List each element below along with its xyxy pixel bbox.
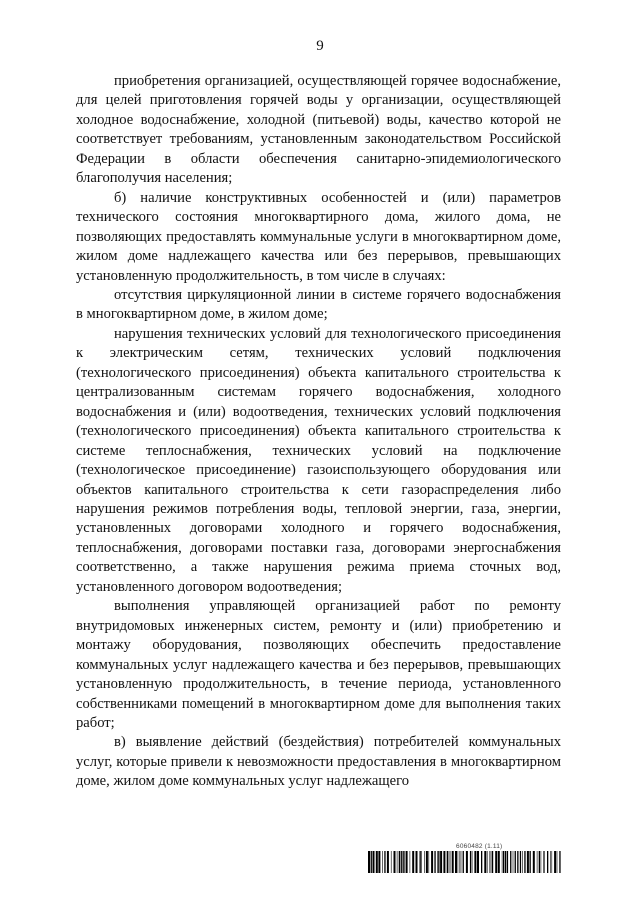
barcode-bar [463,851,464,873]
document-code: 6060482 (1.11) [456,843,503,850]
barcode-bar [447,851,448,873]
barcode [368,851,562,873]
barcode-bar [421,851,422,873]
barcode-bar [495,851,497,873]
barcode-bar [416,851,418,873]
barcode-bar [470,851,471,873]
barcode-bar [406,851,408,873]
barcode-bar [455,851,457,873]
paragraph: выполнения управляющей организацией работ по ремонту внутридомовых инженерных систем, ремонту и (или) приобретению и монтажу оборудования, позволяющих обеспечить предоставление коммунальных услуг надлежащего качества и без перерывов, превышающих установленную продолжительность, в течение периода, установленного собственниками помещений в многоквартирном доме для выполнения таких работ; [76,598,561,731]
barcode-bar [541,851,542,873]
barcode-bar [492,851,493,873]
barcode-bar [522,851,523,873]
barcode-bar [559,851,560,873]
barcode-bar [527,851,529,873]
barcode-bar [368,851,370,873]
barcode-bar [429,851,430,873]
barcode-bar [450,851,451,873]
barcode-bar [557,851,558,873]
barcode-bar [458,851,459,873]
paragraph: приобретения организацией, осуществляющей горячее водоснабжение, для целей приготовления горячей воды у организации, осуществляющей холодное водоснабжение, холодной (питьевой) воды, качество которой не соответствует требованиям, установленным законодательством Российской Федерации в области обеспечения санитарно-эпидемиологического благополучия населения; [76,73,561,187]
barcode-bar [515,851,516,873]
barcode-bar [437,851,438,873]
barcode-bar [373,851,375,873]
barcode-bar [481,851,482,873]
barcode-bar [394,851,396,873]
barcode-bar [378,851,380,873]
barcode-bar [434,851,435,873]
barcode-bar [461,851,462,873]
barcode-bar [384,851,385,873]
barcode-bar [404,851,405,873]
barcode-bar [399,851,400,873]
barcode-bar [382,851,383,873]
barcode-bar [403,851,404,873]
barcode-bar [510,851,511,873]
barcode-bar [420,851,421,873]
barcode-bar [533,851,535,873]
barcode-bar [547,851,548,873]
barcode-bar [440,851,442,873]
barcode-bar [544,851,545,873]
barcode-bar [452,851,454,873]
paragraph: отсутствия циркуляционной линии в системе горячего водоснабжения в многоквартирном доме, в жилом доме; [76,286,561,323]
barcode-bar [503,851,504,873]
barcode-bar [490,851,491,873]
barcode-bar [466,851,468,873]
paragraph: нарушения технических условий для технологического присоединения к электрическим сетям, технических условий подключения (технологического присоединения) объекта капитального строительства к централизованным системам горячего водоснабжения, холодного водоснабжения и (или) водоотведения, технических условий подключения (технологического присоединения) объекта капитального строительства к системе теплоснабжения, технических условий на подключение (технологическое присоединение) газоиспользующего оборудования или объектов капитального строительства к сети газораспределения либо нарушения режимов потребления воды, тепловой энергии, газа, энергии, установленных договорами холодного и горячего водоснабжения, теплоснабжения, договорами поставки газа, договорами энергоснабжения соответственно, а также нарушения режима приема сточных вод, установленного договором водоотведения; [76,325,561,595]
barcode-bar [472,851,473,873]
barcode-bar [474,851,476,873]
barcode-bar [517,851,518,873]
barcode-bar [426,851,428,873]
barcode-bar [491,851,492,873]
barcode-bar [543,851,544,873]
barcode-bar [410,851,411,873]
barcode-bar [502,851,503,873]
barcode-bar [530,851,531,873]
barcode-bar [401,851,402,873]
barcode-bar [438,851,439,873]
barcode-bar [537,851,538,873]
barcode-bar [520,851,521,873]
barcode-bar [460,851,461,873]
barcode-bar [487,851,488,873]
barcode-bar [484,851,486,873]
barcode-bar [443,851,445,873]
barcode-bar [539,851,540,873]
document-body [76,72,561,792]
barcode-bar [498,851,500,873]
paragraph: б) наличие конструктивных особенностей и (или) параметров технического состояния многоквартирного дома, жилого дома, не позволяющих предоставлять коммунальные услуги в многоквартирном доме, жилом доме надлежащего качества или без перерывов, превышающих установленную продолжительность, в том числе в случаях: [76,189,561,284]
barcode-bar [397,851,398,873]
barcode-bar [550,851,551,873]
barcode-bar [513,851,514,873]
barcode-bar [507,851,508,873]
barcode-bar [554,851,556,873]
barcode-bar [524,851,525,873]
barcode-bar [449,851,450,873]
barcode-bar [412,851,414,873]
barcode-bar [424,851,425,873]
barcode-bar [552,851,553,873]
barcode-bar [391,851,392,873]
barcode-bar [376,851,378,873]
barcode-bar [477,851,479,873]
barcode-bar [431,851,433,873]
barcode-bar [505,851,506,873]
page-number: 9 [316,38,324,54]
barcode-bar [387,851,389,873]
barcode-bar [371,851,372,873]
paragraph: в) выявление действий (бездействия) потребителей коммунальных услуг, которые привели к невозможности предоставления в многоквартирном доме, жилом доме коммунальных услуг надлежащего [76,734,561,790]
